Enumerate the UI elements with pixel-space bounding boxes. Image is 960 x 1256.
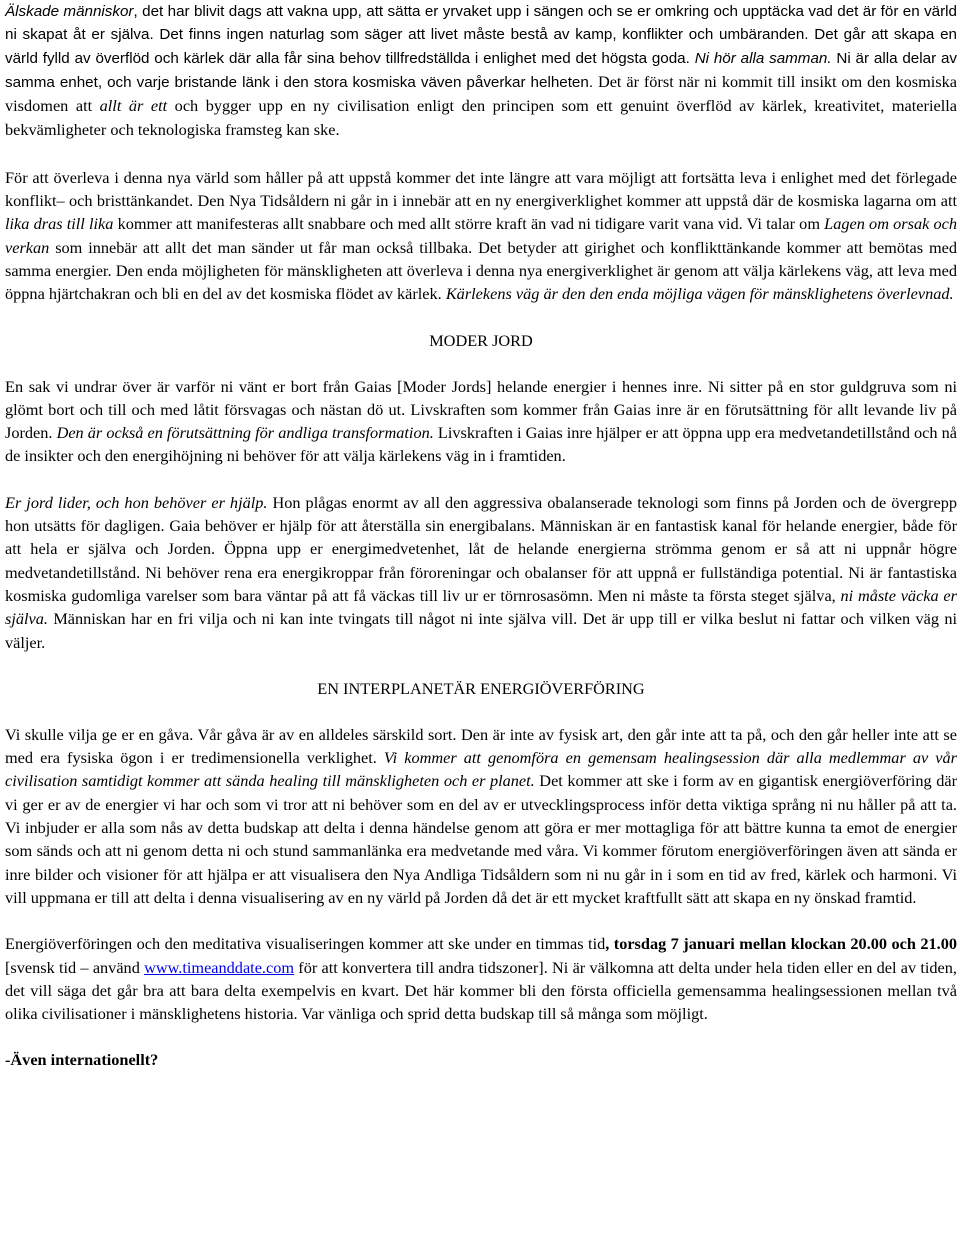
closing-line: -Även internationellt?	[5, 1050, 159, 1070]
gift-paragraph: Vi skulle vilja ge er en gåva. Vår gåva är av en alldeles särskild sort. Den är inte av fysisk art, den går inte att ta på, och den går heller inte att se med era fysiska ögon i er tredimensionella verklighet. Vi kommer att genomföra en gemensam healingsession där alla medlemmar av vår civilisation samtidigt kommer att sända healing till mänskligheten och er planet. Det kommer att ske i form av en gigantisk energiöverföring där vi ger er av de energier vi har och som vi tror att ni behöver som en del av er utvecklingsprocess inför detta viktiga språng ni nu håller på att ta. Vi inbjuder er alla som nås av detta budskap att delta i denna händelse genom att göra er mer mottagliga för att bättre kunna ta emot de energier som sänds och att ni genom detta ni och stund sammanlänka era medvetande med våra. Vi kommer förutom energiöverföringen även att sända er inre bilder och visioner för att hjälpa er att visualisera den Nya Andliga Tidsåldern som ni nu går in i som en tid av fred, kärlek och harmoni. Vi vill uppmana er till att delta i denna visualisering av en ny värld på Jorden då det är ett mycket kraftfullt sätt att skapa en ny önskad framtid.	[5, 724, 957, 907]
heading-moder-jord: MODER JORD	[429, 330, 533, 350]
timeanddate-link[interactable]: www.timeanddate.com	[144, 957, 295, 977]
event-datetime: , torsdag 7 januari mellan klockan 20.00 och 21.00	[605, 934, 958, 954]
gaia-paragraph: En sak vi undrar över är varför ni vänt er bort från Gaias [Moder Jords] helande energier i hennes inre. Ni sitter på en stor guldgruva som ni glömt bort och till och med låtit försvagas och nästan dö ut. Livskraften som kommer från Gaias inre är en förutsättning för allt levande liv på Jorden. Den är också en förutsättning för andliga transformation. Livskraften i Gaias inre hjälper er att öppna upp era medvetandetillstånd och nå de insikter och den energihöjning ni behöver för att välja kärlekens väg in i framtiden.	[5, 376, 957, 466]
earth-suffers-paragraph: Er jord lider, och hon behöver er hjälp. Hon plågas enormt av all den aggressiva obalanserade teknologi som finns på Jorden och de övergrepp hon utsätts för dagligen. Gaia behöver er hjälp för att återställa sin energibalans. Människan är en fantastisk kanal för helande energier, både för att hela er själva och Jorden. Öppna upp er energimedvetenhet, låt de helande energierna strömma genom er så att ni uppnår högre medvetandetillstånd. Ni behöver rena era energikroppar från föroreningar och obalanser för att uppnå er fullständiga potential. Ni är fantastiska kosmiska gudomliga varelser som bara väntar på att få väckas till liv ur er törnrosasömn. Men ni måste ta första steget själva, ni måste väcka er själva. Människan har en fri vilja och ni kan inte tvingats till något ni inte själva vill. Det är upp till er vilka beslut ni fattar och vilken väg ni väljer.	[5, 492, 957, 652]
intro-emphasis-all-is-one: allt är ett	[99, 96, 168, 116]
intro-emphasis-together: Ni hör alla samman.	[694, 49, 832, 67]
schedule-paragraph: Energiöverföringen och den meditativa visualiseringen kommer att ske under en timmas tid, torsdag 7 januari mellan klockan 20.00 och 21.00 [svensk tid – använd www.timeanddate.com för att konvertera till andra tidszoner]. Ni är välkomna att delta under hela tiden eller en del av tiden, det vill säga det går bra att bara delta exempelvis en kvart. Det här kommer bli den första officiella gemensamma healingsessionen mellan två olika civilisationer i mänsklighetens historia. Var vänliga och sprid detta budskap till så många som möjligt.	[5, 934, 958, 1024]
document-page	[5, 0, 957, 1072]
intro-paragraph: Älskade människor, det har blivit dags att vakna upp, att sätta er yrvaket upp i sängen och se er omkring och upptäcka vad det är för en värld ni skapat åt er själva. Det finns ingen naturlag som säger att livet måste bestå av kamp, konflikter och umbäranden. Det går att skapa en värld fylld av överflöd och kärlek där alla får sina behov tillfredställda i enlighet med det högsta goda. Ni hör alla samman. Ni är alla delar av samma enhet, och varje bristande länk i den stora kosmiska väven påverkar helheten. Det är först när ni kommit till insikt om den kosmiska visdomen att allt är ett och bygger upp en ny civilisation enligt den principen som ett genuint överflöd av kärlek, kreativitet, materiella bekvämligheter och teknologiska framsteg kan ske.	[5, 3, 958, 140]
survival-paragraph: För att överleva i denna nya värld som håller på att uppstå kommer det inte längre att vara möjligt att fortsätta leva i enlighet med det förlegade konflikt– och bristtänkandet. Den Nya Tidsåldern ni går in i innebär att en ny energiverklighet kommer att uppstå där de kosmiska lagarna om att lika dras till lika kommer att manifesteras allt snabbare och med allt större kraft än vad ni tidigare varit vana vid. Vi talar om Lagen om orsak och verkan som innebär att allt det man sänder ut får man också tillbaka. Det betyder att girighet och konflikttänkande kommer att bemötas med samma energier. Den enda möjligheten för mänskligheten att överleva i denna nya energiverklighet är genom att välja kärlekens väg, att leva med öppna hjärtchakran och bli en del av det kosmiska flödet av kärlek. Kärlekens väg är den den enda möjliga vägen för mänsklighetens överlevnad.	[5, 167, 957, 304]
heading-energy-transfer: EN INTERPLANETÄR ENERGIÖVERFÖRING	[317, 678, 645, 698]
intro-greeting: Älskade människor	[5, 3, 134, 20]
